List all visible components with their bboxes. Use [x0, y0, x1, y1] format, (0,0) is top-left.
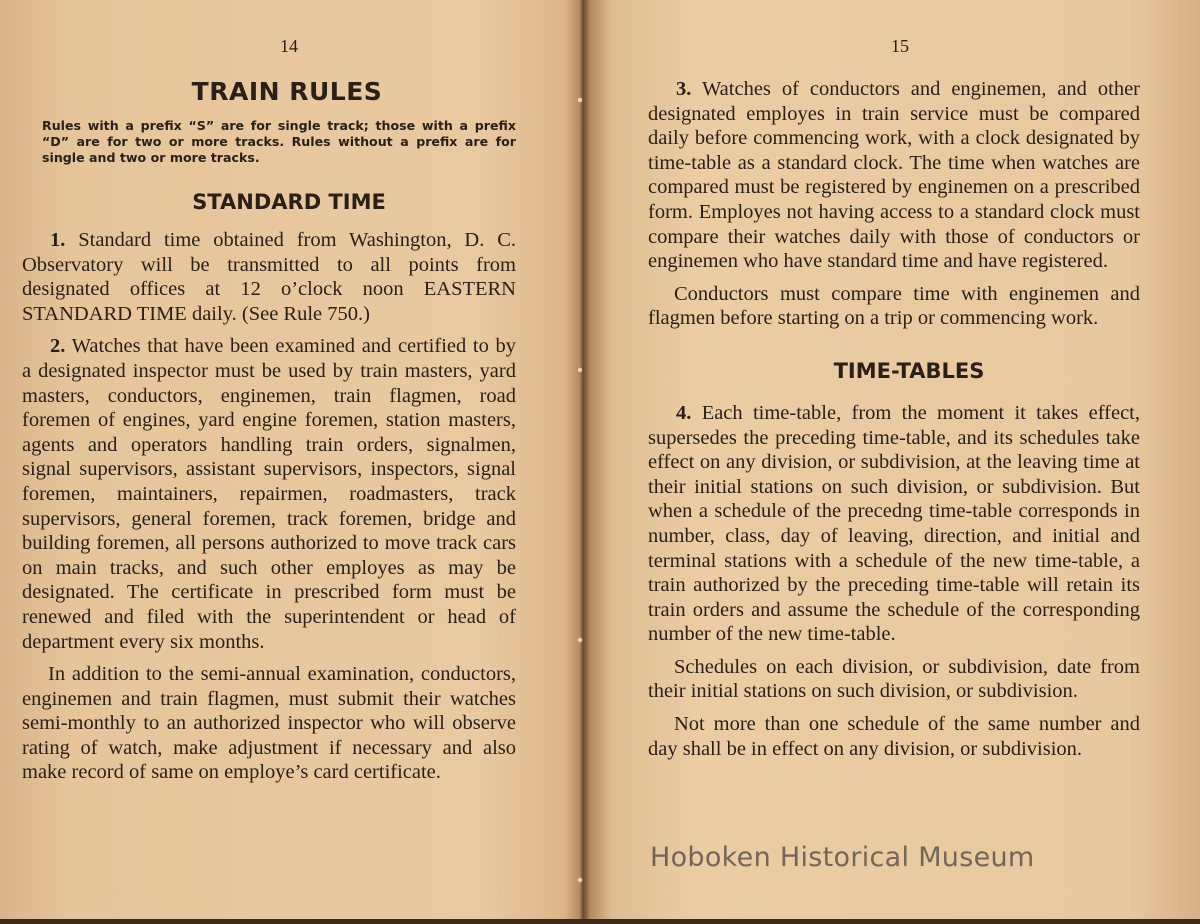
page-title: TRAIN RULES	[191, 77, 383, 106]
rule-1	[22, 228, 516, 326]
rule-4-paragraph: Not more than one schedule of the same number and day shall be in effect on any division, or subdivision.	[648, 713, 1140, 760]
book-gutter	[572, 0, 590, 919]
rule-text: Standard time obtained from Washington, D. C. Observatory will be transmitted to all points from designated offices at 12 o’clock noon EASTERN STANDARD TIME daily. (See Rule 750.)	[22, 229, 517, 325]
rule-text: Each time-table, from the moment it takes effect, supersedes the preceding time-table, and its schedules take effect on any division, or subdivision, at the leaving time at their initial stations on such division, or subdivision. But when a schedule of the precedng time-table corresponds in number, class, day of leaving, direction, and initial and terminal stations with a schedule of the new time-table, a train authorized by the preceding time-table will retain its train orders and assume the schedule of the corresponding number of the new time-table.	[648, 401, 1141, 646]
rule-text: Watches of conductors and enginemen, and other designated employes in train service must be compared daily before commencing work, with a clock designated by time-table as a standard clock. The time when watches are compared must be registered by enginemen on a prescribed form. Employes not having access to a standard clock must compare their watches daily with those of conductors or enginemen who have standard time and have registered.	[648, 78, 1140, 273]
page-number: 14	[280, 36, 298, 56]
rule-3	[648, 77, 1140, 274]
rule-4-paragraph: Schedules on each division, or subdivision, date from their initial stations on such division, or subdivision.	[648, 655, 1140, 703]
rule-number: 1.	[50, 229, 66, 251]
rule-number: 2.	[50, 335, 66, 358]
rule-text: Watches that have been examined and certified to by a designated inspector must be used by train masters, yard masters, conductors, enginemen, train flagmen, road foremen of engines, yard engine foremen, station masters, agents and operators handling train orders, signalmen, signal supervisors, assistant supervisors, inspectors, signal foremen, maintainers, repairmen, roadmasters, track supervisors, general foremen, track foremen, bridge and building foremen, all persons authorized to move track cars on main tracks, and such other employes as may be designated. The certificate in prescribed form must be renewed and filed with the superintendent or head of department every six months.	[22, 335, 516, 653]
rule-number: 3.	[676, 78, 692, 100]
rule-2	[22, 334, 516, 654]
rule-3-paragraph: Conductors must compare time with enginemen and flagmen before starting on a trip or commencing work.	[648, 282, 1140, 330]
rule-number: 4.	[676, 401, 692, 424]
page-number: 15	[891, 36, 909, 56]
right-page	[590, 0, 1200, 919]
left-page	[0, 0, 578, 919]
prefix-note: Rules with a prefix “S” are for single track; those with a prefix “D” are for two or more tracks. Rules without a prefix are for single and two or more tracks.	[42, 118, 516, 165]
rule-2-paragraph: In addition to the semi-annual examination, conductors, enginemen and train flagmen, must submit their watches semi-monthly to an authorized inspector who will observe rating of watch, make adjustment if necessary and also make record of same on employe’s card certificate.	[22, 663, 516, 784]
binding-stitch	[578, 878, 582, 882]
section-heading-standard-time: STANDARD TIME	[192, 190, 386, 214]
binding-stitch	[578, 368, 582, 372]
museum-watermark: Hoboken Historical Museum	[650, 842, 1035, 873]
binding-stitch	[578, 638, 582, 642]
rule-4	[648, 401, 1140, 647]
binding-stitch	[578, 98, 582, 102]
section-heading-time-tables: TIME-TABLES	[833, 358, 985, 383]
